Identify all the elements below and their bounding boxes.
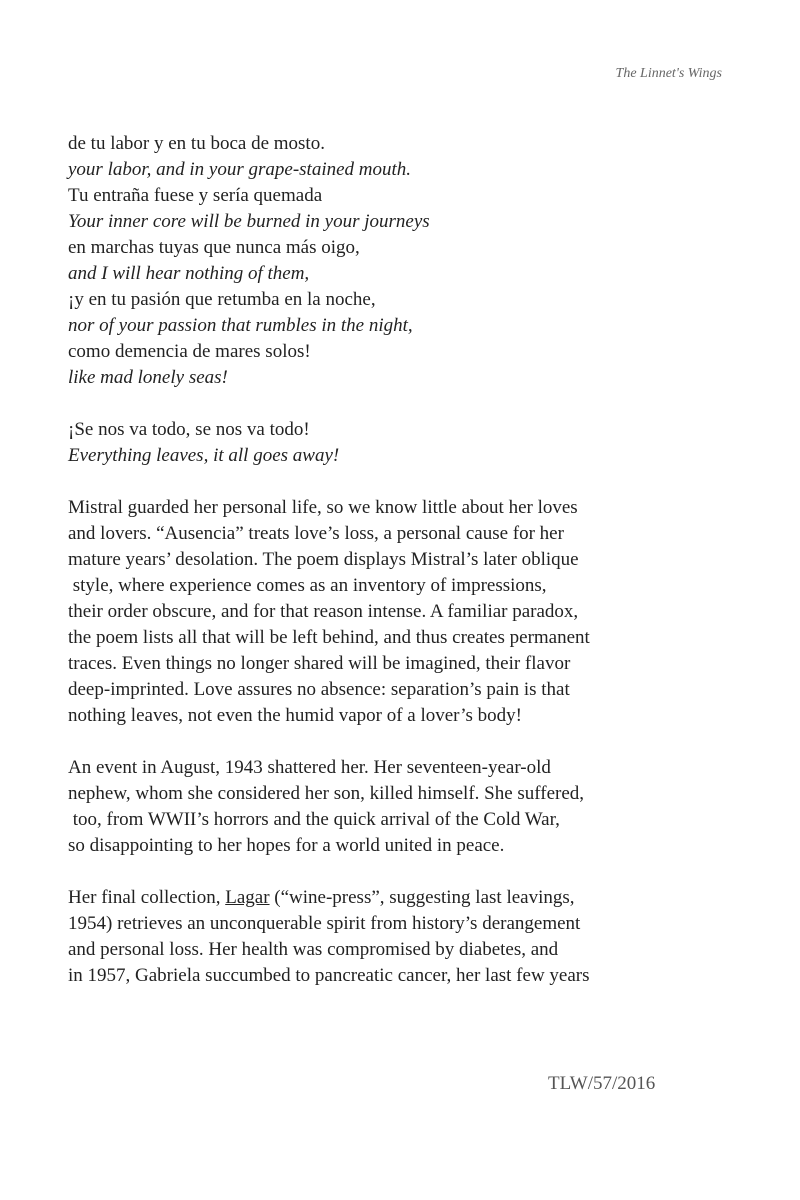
poem-line-spanish: como demencia de mares solos! [68, 341, 311, 362]
paragraph-line: deep-imprinted. Love assures no absence: separation’s pain is that [68, 679, 570, 700]
paragraph-line: mature years’ desolation. The poem displays Mistral’s later oblique [68, 549, 579, 570]
poem-line-spanish: ¡y en tu pasión que retumba en la noche, [68, 289, 376, 310]
page-body [68, 131, 748, 1015]
paragraph-line: An event in August, 1943 shattered her. Her seventeen-year-old [68, 757, 551, 778]
paragraph-line: their order obscure, and for that reason intense. A familiar paradox, [68, 601, 579, 622]
poem-line-english: and I will hear nothing of them, [68, 263, 310, 284]
paragraph-line: and lovers. “Ausencia” treats love’s loss, a personal cause for her [68, 523, 564, 544]
poem-line-spanish: en marchas tuyas que nunca más oigo, [68, 237, 360, 258]
paragraph-line: so disappointing to her hopes for a world united in peace. [68, 835, 505, 856]
paragraph-1 [68, 495, 748, 729]
paragraph-line: Mistral guarded her personal life, so we know little about her loves [68, 497, 578, 518]
poem-stanza-1 [68, 131, 748, 391]
poem-line-spanish: de tu labor y en tu boca de mosto. [68, 133, 325, 154]
paragraph-line: traces. Even things no longer shared will be imagined, their flavor [68, 653, 571, 674]
paragraph-line: style, where experience comes as an inventory of impressions, [68, 575, 547, 596]
paragraph-line: the poem lists all that will be left behind, and thus creates permanent [68, 627, 590, 648]
paragraph-line: nephew, whom she considered her son, killed himself. She suffered, [68, 783, 585, 804]
poem-line-spanish: Tu entraña fuese y sería quemada [68, 185, 323, 206]
footer-code: TLW/57/2016 [548, 1073, 656, 1094]
poem-line-english: nor of your passion that rumbles in the night, [68, 315, 413, 336]
book-title: Lagar [225, 887, 270, 908]
poem-line-english: Everything leaves, it all goes away! [68, 445, 340, 466]
running-header: The Linnet's Wings [615, 66, 722, 81]
text-segment: Her final collection, [68, 887, 226, 908]
poem-stanza-2 [68, 417, 748, 469]
text-segment: (“wine-press”, suggesting last leavings, [269, 887, 575, 908]
paragraph-line: and personal loss. Her health was compromised by diabetes, and [68, 939, 559, 960]
poem-line-english: your labor, and in your grape-stained mouth. [68, 159, 412, 180]
paragraph-line [68, 885, 748, 911]
paragraph-line: in 1957, Gabriela succumbed to pancreatic cancer, her last few years [68, 965, 590, 986]
paragraph-line: 1954) retrieves an unconquerable spirit from history’s derangement [68, 913, 581, 934]
paragraph-line: nothing leaves, not even the humid vapor of a lover’s body! [68, 705, 522, 726]
poem-line-spanish: ¡Se nos va todo, se nos va todo! [68, 419, 310, 440]
poem-line-english: Your inner core will be burned in your journeys [68, 211, 430, 232]
paragraph-3 [68, 885, 748, 989]
poem-line-english: like mad lonely seas! [68, 367, 228, 388]
paragraph-2 [68, 755, 748, 859]
paragraph-line: too, from WWII’s horrors and the quick arrival of the Cold War, [68, 809, 560, 830]
